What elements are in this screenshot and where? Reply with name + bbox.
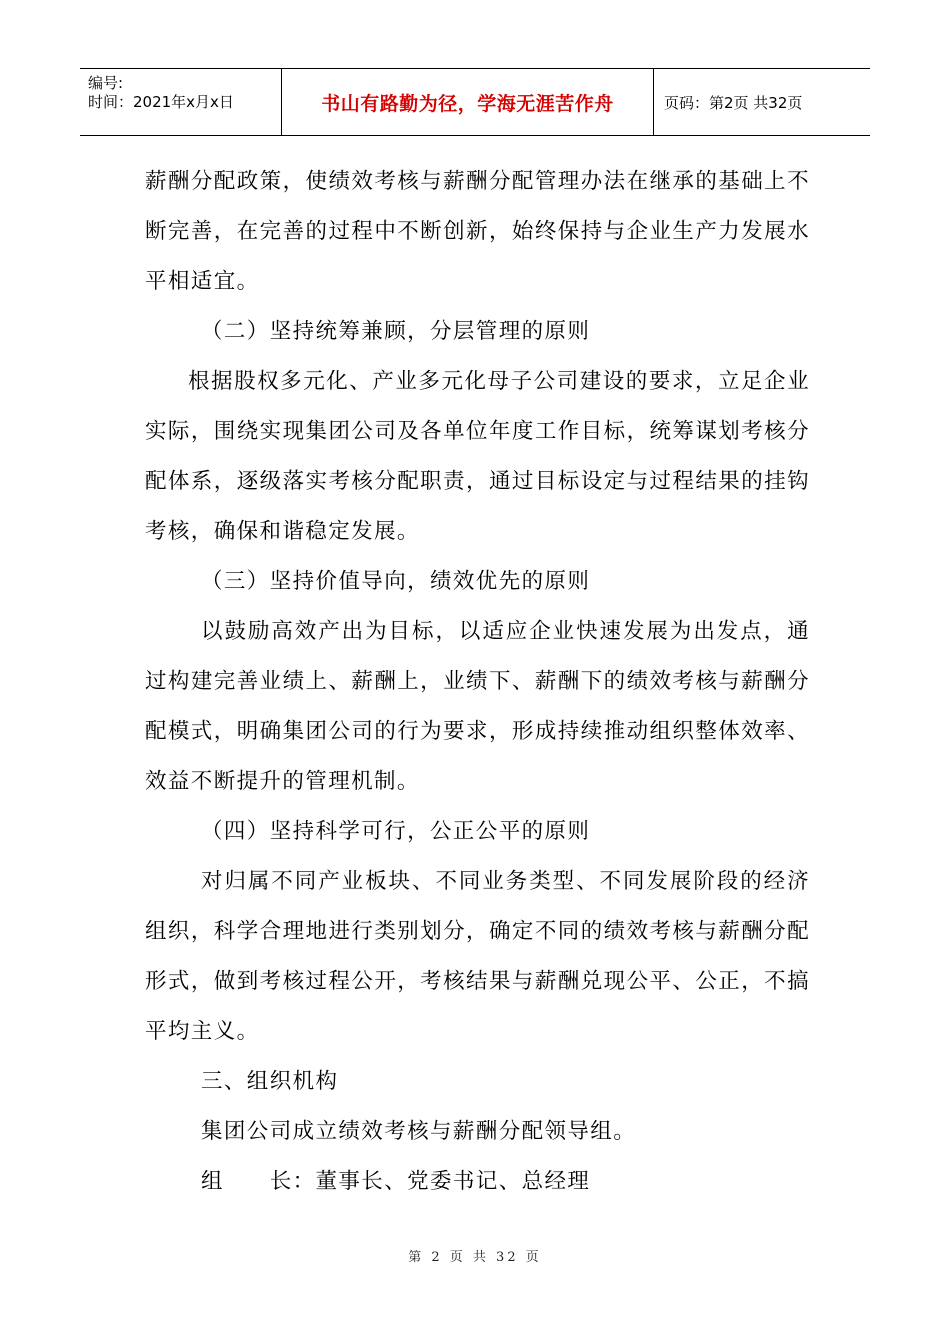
page-header <box>80 68 870 136</box>
paragraph: 以鼓励高效产出为目标，以适应企业快速发展为出发点，通过构建完善业绩上、薪酬上，业绩下、薪酬下的绩效考核与薪酬分配模式，明确集团公司的行为要求，形成持续推动组织整体效率、效益不断提升的管理机制。 <box>145 619 810 794</box>
page-footer: 第 2 页 共 32 页 <box>408 1250 542 1265</box>
header-meta <box>80 69 282 135</box>
chapter-heading: 三、组织机构 <box>201 1069 339 1094</box>
section-heading-4: （四）坚持科学可行，公正公平的原则 <box>201 819 591 844</box>
header-motto: 书山有路勤为径，学海无涯苦作舟 <box>282 69 654 135</box>
document-body <box>145 157 810 1207</box>
section-heading-3: （三）坚持价值导向，绩效优先的原则 <box>201 569 591 594</box>
paragraph: 组 长：董事长、党委书记、总经理 <box>201 1169 591 1194</box>
paragraph: 根据股权多元化、产业多元化母子公司建设的要求，立足企业实际，围绕实现集团公司及各单位年度工作目标，统筹谋划考核分配体系，逐级落实考核分配职责，通过目标设定与过程结果的挂钩考核，确保和谐稳定发展。 <box>145 369 810 544</box>
header-page-info: 页码：第2页 共32页 <box>664 93 803 112</box>
paragraph: 集团公司成立绩效考核与薪酬分配领导组。 <box>201 1119 637 1144</box>
section-heading-2: （二）坚持统筹兼顾，分层管理的原则 <box>201 319 591 344</box>
paragraph-continued: 薪酬分配政策，使绩效考核与薪酬分配管理办法在继承的基础上不断完善，在完善的过程中不断创新，始终保持与企业生产力发展水平相适宜。 <box>145 169 810 294</box>
paragraph: 对归属不同产业板块、不同业务类型、不同发展阶段的经济组织，科学合理地进行类别划分，确定不同的绩效考核与薪酬分配形式，做到考核过程公开，考核结果与薪酬兑现公平、公正，不搞平均主义。 <box>145 869 810 1044</box>
document-number-label: 编号: <box>88 74 124 92</box>
document-time-label: 时间：2021年x月x日 <box>88 93 234 111</box>
